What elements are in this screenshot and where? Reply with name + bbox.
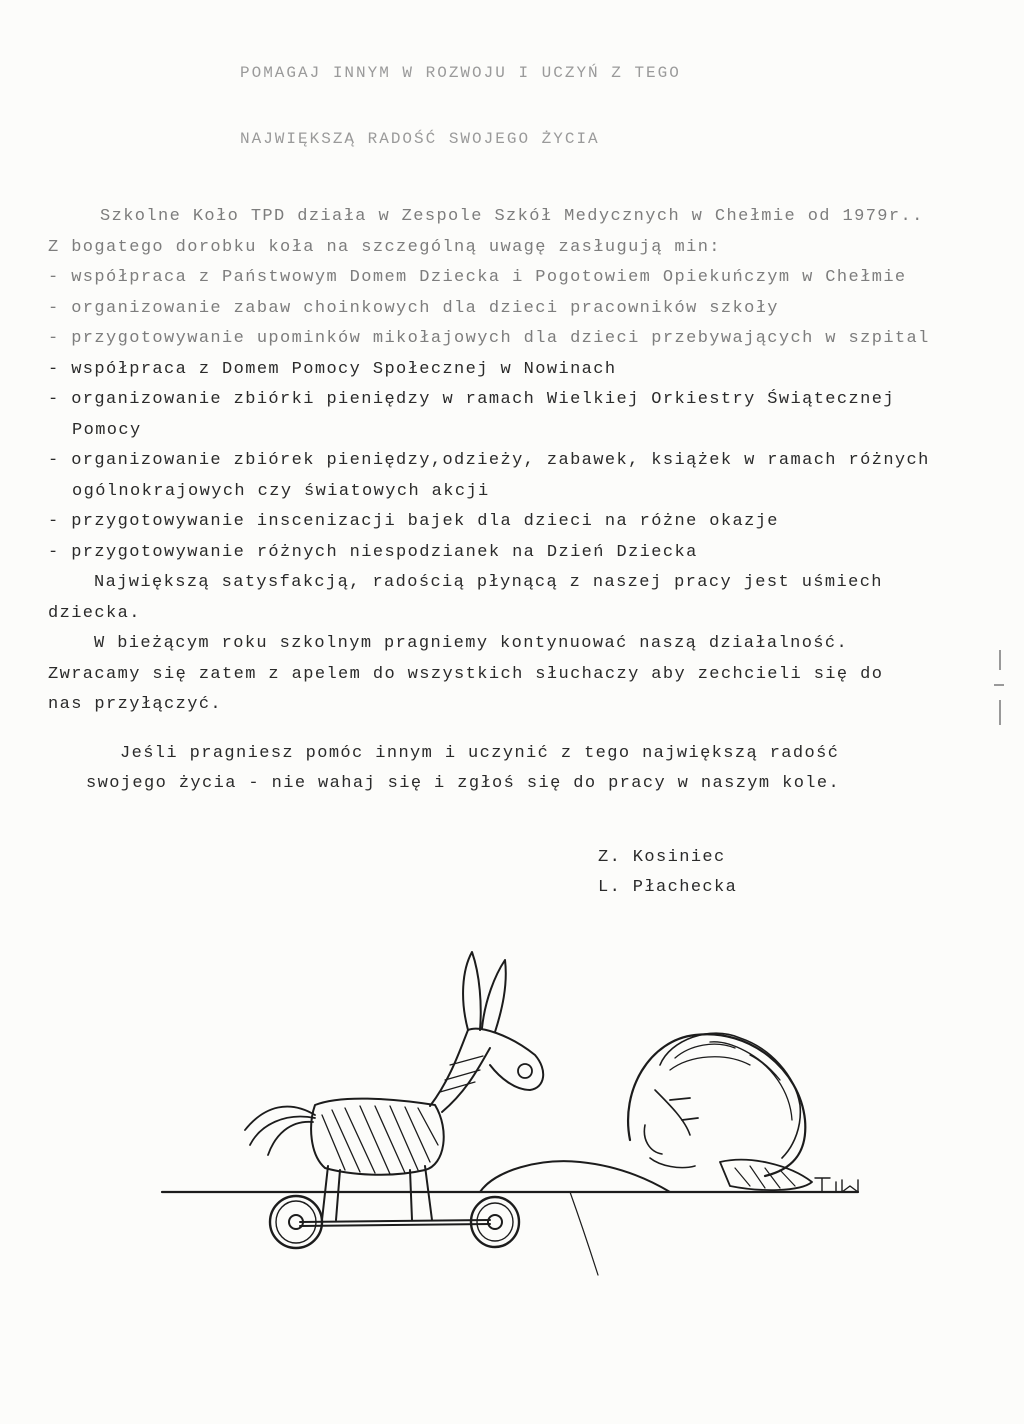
list-item: - przygotowywanie upominków mikołajowych dla dzieci przebywających w szpital — [48, 329, 930, 348]
heading-line-1: POMAGAJ INNYM W ROZWOJU I UCZYŃ Z TEGO — [240, 64, 681, 82]
child-head — [628, 1033, 812, 1190]
intro-line-2: Z bogatego dorobku koła na szczególną uwagę zasługują min: — [48, 237, 721, 257]
list-item-continuation: Pomocy — [72, 420, 142, 440]
closing-line-1: Jeśli pragniesz pomóc innym i uczynić z tego największą radość — [120, 743, 840, 763]
paragraph-1-line-2: dziecka. — [48, 603, 141, 623]
list-item-continuation: ogólnokrajowych czy światowych akcji — [72, 481, 490, 501]
list-item: - organizowanie zbiórki pieniędzy w ramach Wielkiej Orkiestry Świątecznej — [48, 390, 895, 409]
closing-line-2: swojego życia - nie wahaj się i zgłoś się do pracy w naszym kole. — [86, 774, 841, 793]
right-wheel — [471, 1197, 519, 1247]
list-item: - przygotowywanie inscenizacji bajek dla dzieci na różne okazje — [48, 512, 779, 531]
intro-line-1: Szkolne Koło TPD działa w Zespole Szkół Medycznych w Chełmie od 1979r.. — [100, 207, 924, 226]
child-and-toy-horse-illustration — [150, 930, 870, 1280]
paragraph-2-line-3: nas przyłączyć. — [48, 695, 223, 714]
artist-initials-mark — [815, 1178, 858, 1192]
heading-line-2: NAJWIĘKSZĄ RADOŚĆ SWOJEGO ŻYCIA — [240, 130, 600, 148]
signatures — [598, 843, 737, 903]
scan-margin-marks — [986, 640, 1006, 760]
list-item: - organizowanie zbiórek pieniędzy,odzieży, zabawek, książek w ramach różnych — [48, 451, 930, 470]
list-item: - współpraca z Domem Pomocy Społecznej w Nowinach — [48, 359, 617, 379]
list-item: - współpraca z Państwowym Domem Dziecka i Pogotowiem Opiekuńczym w Chełmie — [48, 268, 907, 287]
signature-1: Z. Kosiniec — [598, 848, 726, 867]
toy-horse — [245, 952, 543, 1220]
paragraph-2-line-1: W bieżącym roku szkolnym pragniemy kontynuować naszą działalność. — [94, 634, 849, 653]
toy-platform — [300, 1220, 490, 1226]
paragraph-2-line-2: Zwracamy się zatem z apelem do wszystkich słuchaczy aby zechcieli się do — [48, 664, 884, 684]
signature-2: L. Płachecka — [598, 878, 738, 897]
body-text — [48, 202, 988, 800]
list-item: - organizowanie zabaw choinkowych dla dzieci pracowników szkoły — [48, 298, 779, 318]
child-arm — [480, 1161, 670, 1192]
paragraph-1-line-1: Największą satysfakcją, radością płynącą z naszej pracy jest uśmiech — [94, 573, 883, 592]
list-item: - przygotowywanie różnych niespodzianek na Dzień Dziecka — [48, 542, 698, 562]
